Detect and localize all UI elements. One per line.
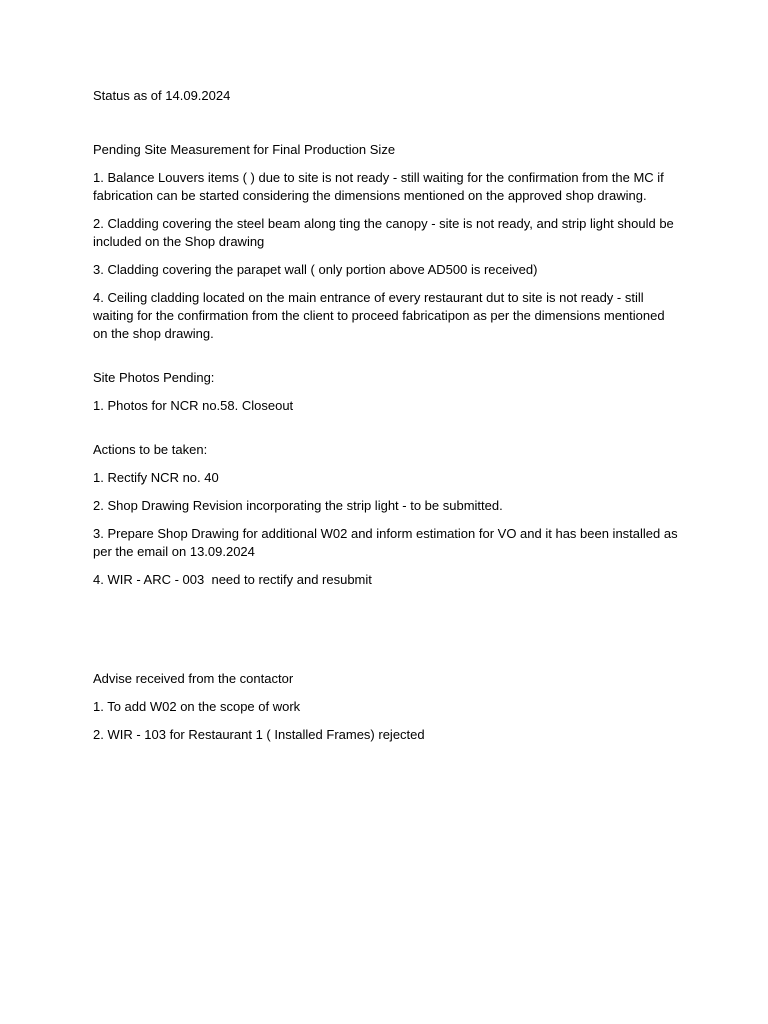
list-item: 4. Ceiling cladding located on the main entrance of every restaurant dut to site is not ready - still waiting for the confirmation from the client to proceed fabricatipon as per the dimensions mentioned on the shop drawing. <box>93 290 669 341</box>
status-date: Status as of 14.09.2024 <box>93 88 231 103</box>
list-item: 2. Shop Drawing Revision incorporating the strip light - to be submitted. <box>93 498 503 513</box>
list-item: 1. Rectify NCR no. 40 <box>93 470 219 485</box>
list-item: 1. To add W02 on the scope of work <box>93 699 301 714</box>
section-heading: Actions to be taken: <box>93 442 208 457</box>
section-pending-measurement <box>93 141 678 343</box>
section-contractor-advise <box>93 670 678 744</box>
section-heading: Site Photos Pending: <box>93 370 215 385</box>
list-item: 3. Cladding covering the parapet wall ( only portion above AD500 is received) <box>93 262 538 277</box>
list-item: 1. Balance Louvers items ( ) due to site is not ready - still waiting for the confirmation from the MC if fabrication can be started considering the dimensions mentioned on the approved shop drawing. <box>93 170 668 203</box>
document-page <box>93 87 682 754</box>
section-heading: Advise received from the contactor <box>93 671 294 686</box>
section-site-photos <box>93 369 678 415</box>
section-actions <box>93 441 682 589</box>
list-item: 2. Cladding covering the steel beam along ting the canopy - site is not ready, and strip light should be included on the Shop drawing <box>93 216 678 249</box>
list-item: 2. WIR - 103 for Restaurant 1 ( Installed Frames) rejected <box>93 727 425 742</box>
list-item: 1. Photos for NCR no.58. Closeout <box>93 398 294 413</box>
section-heading: Pending Site Measurement for Final Production Size <box>93 142 396 157</box>
list-item: 4. WIR - ARC - 003 need to rectify and resubmit <box>93 572 372 587</box>
list-item: 3. Prepare Shop Drawing for additional W02 and inform estimation for VO and it has been installed as per the email on 13.09.2024 <box>93 526 682 559</box>
